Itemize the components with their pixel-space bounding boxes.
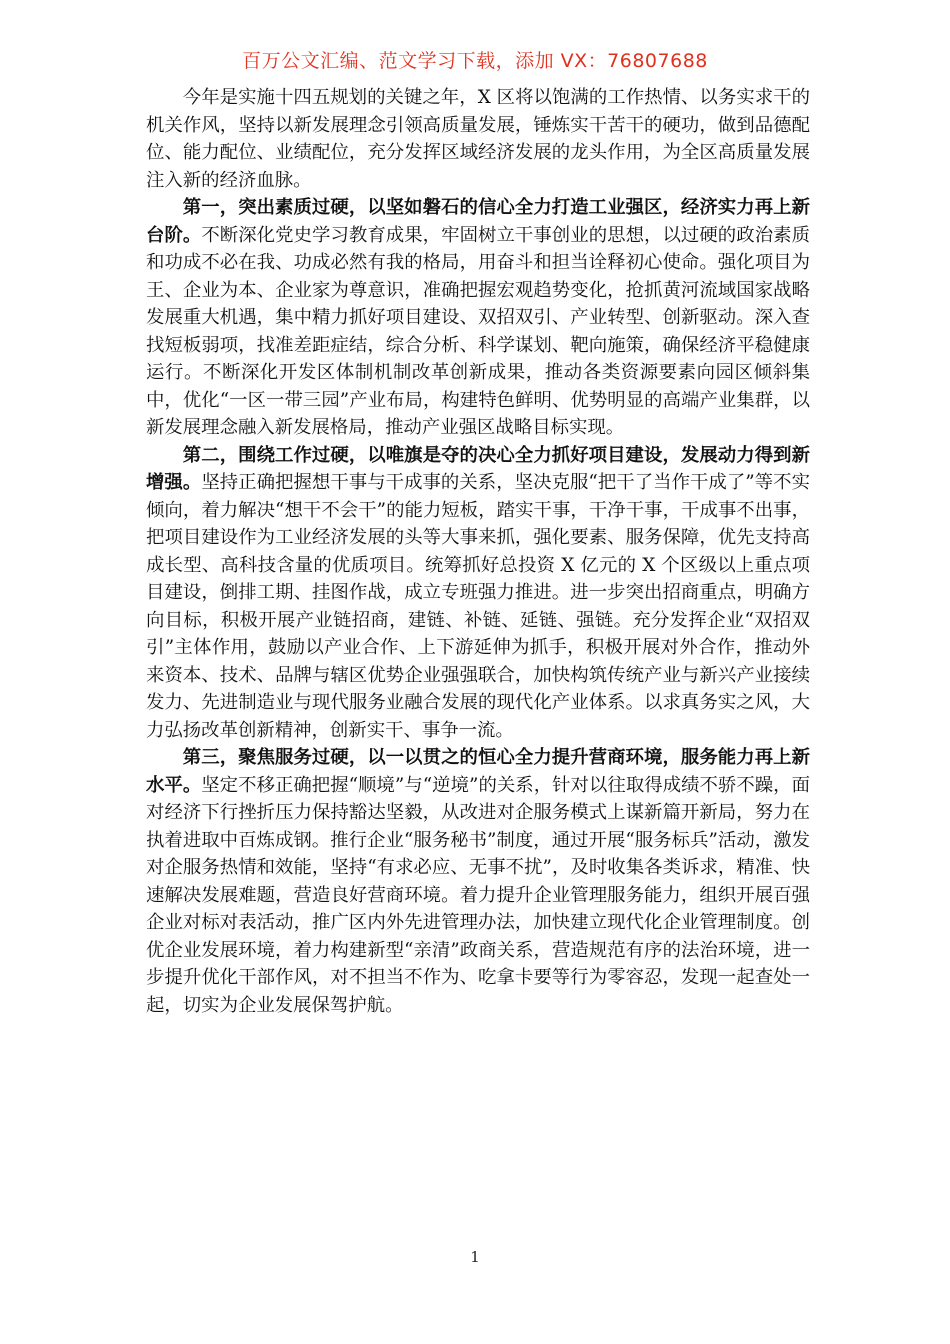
section-lead-3: 第三，聚焦服务过硬，以一以贯之的恒心全力提升营商环境，服务能力再上新水平。 bbox=[146, 747, 810, 796]
header-banner: 百万公文汇编、范文学习下载，添加 VX：76807688 bbox=[242, 50, 708, 72]
section-paragraph-1 bbox=[146, 194, 810, 442]
intro-paragraph: 今年是实施十四五规划的关键之年，X 区将以饱满的工作热情、以务实求干的机关作风，坚持以新发展理念引领高质量发展，锤炼实干苦干的硬功，做到品德配位、能力配位、业绩配位，充分发挥区域经济发展的龙头作用，为全区高质量发展注入新的经济血脉。 bbox=[146, 87, 810, 191]
section-paragraph-2 bbox=[146, 442, 810, 745]
section-lead-1: 第一，突出素质过硬，以坚如磐石的信心全力打造工业强区，经济实力再上新台阶。 bbox=[146, 197, 810, 246]
document-body bbox=[146, 84, 810, 1019]
section-paragraph-3 bbox=[146, 744, 810, 1019]
section-text-2: 坚持正确把握想干事与干成事的关系，坚决克服“把干了当作干成了”等不实倾向，着力解决“想干不会干”的能力短板，踏实干事，干净干事，干成事不出事，把项目建设作为工业经济发展的头等大事来抓，强化要素、服务保障，优先支持高成长型、高科技含量的优质项目。统筹抓好总投资 X 亿元的 X 个区级以上重点项目建设，倒排工期、挂图作战，成立专班强力推进。进一步突出招商重点，明确方向目标，积极开展产业链招商，建链、补链、延链、强链。充分发挥企业“双招双引”主体作用，鼓励以产业合作、上下游延伸为抓手，积极开展对外合作，推动外来资本、技术、品牌与辖区优势企业强强联合，加快构筑传统产业与新兴产业接续发力、先进制造业与现代服务业融合发展的现代化产业体系。以求真务实之风，大力弘扬改革创新精神，创新实干、事争一流。 bbox=[146, 472, 810, 741]
section-lead-2: 第二，围绕工作过硬，以唯旗是夺的决心全力抓好项目建设，发展动力得到新增强。 bbox=[146, 444, 810, 493]
section-text-3: 坚定不移正确把握“顺境”与“逆境”的关系，针对以往取得成绩不骄不躁，面对经济下行挫折压力保持豁达坚毅，从改进对企服务模式上谋新篇开新局，努力在执着进取中百炼成钢。推行企业“服务秘书”制度，通过开展“服务标兵”活动，激发对企服务热情和效能，坚持“有求必应、无事不扰”，及时收集各类诉求，精准、快速解决发展难题，营造良好营商环境。着力提升企业管理服务能力，组织开展百强企业对标对表活动，推广区内外先进管理办法，加快建立现代化企业管理制度。创优企业发展环境，着力构建新型“亲清”政商关系，营造规范有序的法治环境，进一步提升优化干部作风，对不担当不作为、吃拿卡要等行为零容忍，发现一起查处一起，切实为企业发展保驾护航。 bbox=[146, 774, 810, 1016]
page-number: 1 bbox=[470, 1248, 480, 1266]
section-text-1: 不断深化党史学习教育成果，牢固树立干事创业的思想，以过硬的政治素质和功成不必在我、功成必然有我的格局，用奋斗和担当诠释初心使命。强化项目为王、企业为本、企业家为尊意识，准确把握宏观趋势变化，抢抓黄河流域国家战略发展重大机遇，集中精力抓好项目建设、双招双引、产业转型、创新驱动。深入查找短板弱项，找准差距症结，综合分析、科学谋划、靶向施策，确保经济平稳健康运行。不断深化开发区体制机制改革创新成果，推动各类资源要素向园区倾斜集中，优化“一区一带三园”产业布局，构建特色鲜明、优势明显的高端产业集群，以新发展理念融入新发展格局，推动产业强区战略目标实现。 bbox=[146, 224, 810, 438]
